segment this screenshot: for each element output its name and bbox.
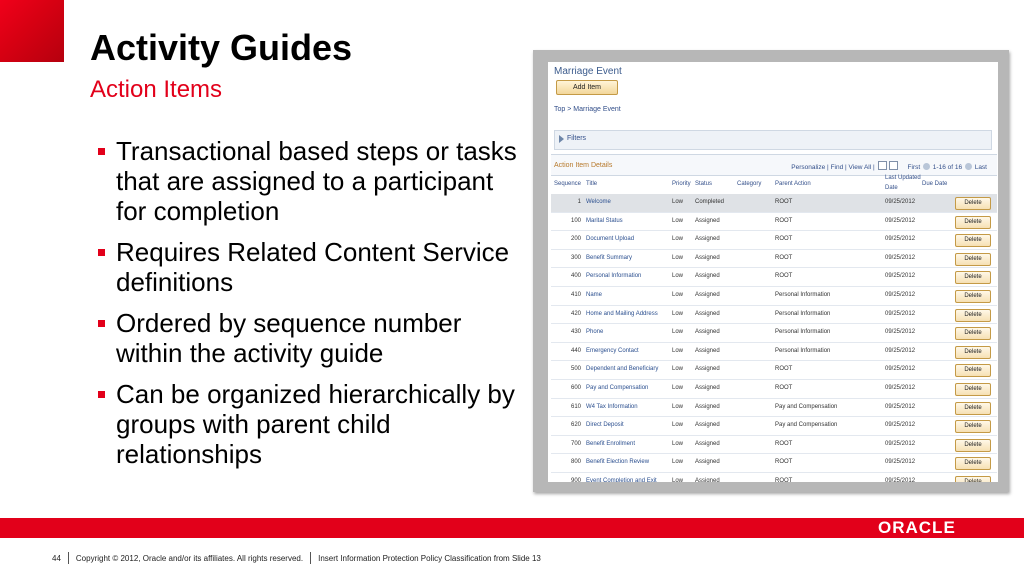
last-updated-cell: 09/25/2012 (885, 384, 916, 391)
parent-action-cell: Personal Information (775, 291, 831, 298)
delete-button[interactable]: Delete (955, 457, 991, 470)
last-updated-cell: 09/25/2012 (885, 291, 916, 298)
status-cell: Assigned (695, 403, 720, 410)
parent-action-cell: ROOT (775, 273, 793, 280)
delete-button[interactable]: Delete (955, 346, 991, 359)
table-row[interactable] (551, 454, 997, 473)
parent-action-cell: ROOT (775, 254, 793, 261)
parent-action-cell: ROOT (775, 459, 793, 466)
table-row[interactable] (551, 213, 997, 232)
divider (310, 552, 311, 564)
table-row[interactable] (551, 250, 997, 269)
bullet-text: Can be organized hierarchically by groups with parent child relationships (116, 379, 515, 469)
parent-action-cell: ROOT (775, 440, 793, 447)
table-row[interactable] (551, 324, 997, 343)
personalize-link[interactable]: Personalize (791, 164, 826, 171)
sequence-cell: 800 (570, 459, 581, 466)
table-row[interactable] (551, 361, 997, 380)
priority-cell: Low (672, 459, 684, 466)
title-link[interactable]: Pay and Compensation (586, 384, 649, 391)
footer-text (52, 552, 541, 564)
priority-cell: Low (672, 291, 684, 298)
action-items-table (551, 194, 997, 482)
sequence-cell: 200 (570, 236, 581, 243)
sequence-cell: 1 (577, 199, 581, 205)
slide-title: Activity Guides (90, 27, 353, 68)
expand-arrow-icon[interactable] (559, 135, 564, 143)
title-link[interactable]: Document Upload (586, 236, 635, 243)
table-row[interactable] (551, 399, 997, 418)
bullet-item (98, 136, 528, 226)
bullet-text: Ordered by sequence number within the activity guide (116, 308, 462, 368)
last-updated-cell: 09/25/2012 (885, 422, 916, 429)
priority-cell: Low (672, 236, 684, 243)
priority-cell: Low (672, 199, 684, 205)
status-cell: Assigned (695, 459, 720, 466)
parent-action-cell: ROOT (775, 477, 793, 482)
status-cell: Assigned (695, 422, 720, 429)
last-updated-cell: 09/25/2012 (885, 236, 916, 243)
download-icon[interactable] (889, 161, 898, 170)
title-link[interactable]: Marital Status (586, 217, 623, 224)
classification: Insert Information Protection Policy Classification from Slide 13 (318, 554, 541, 563)
status-cell: Assigned (695, 254, 720, 261)
table-row[interactable] (551, 380, 997, 399)
title-link[interactable]: Event Completion and Exit (586, 477, 657, 482)
sequence-cell: 440 (570, 347, 581, 354)
sequence-cell: 700 (570, 440, 581, 447)
table-row[interactable] (551, 194, 997, 213)
last-updated-cell: 09/25/2012 (885, 403, 916, 410)
delete-button[interactable]: Delete (955, 383, 991, 396)
grid-header-bar (551, 154, 997, 176)
title-link[interactable]: Phone (586, 329, 604, 336)
last-link[interactable]: Last (974, 164, 987, 171)
table-row[interactable] (551, 306, 997, 325)
delete-button[interactable]: Delete (955, 402, 991, 415)
column-due-date: Due Date (922, 181, 948, 187)
column-last-updated-date: Date (885, 185, 898, 191)
last-updated-cell: 09/25/2012 (885, 310, 916, 317)
parent-action-cell: ROOT (775, 217, 793, 224)
sequence-cell: 620 (570, 422, 581, 429)
breadcrumb[interactable]: Top > Marriage Event (554, 106, 621, 113)
sequence-cell: 410 (570, 291, 581, 298)
column-title: Title (586, 181, 598, 187)
table-row[interactable] (551, 287, 997, 306)
last-updated-cell: 09/25/2012 (885, 440, 916, 447)
parent-action-cell: Pay and Compensation (775, 403, 838, 410)
last-updated-cell: 09/25/2012 (885, 199, 916, 205)
bullet-item (98, 308, 528, 368)
previous-icon[interactable] (923, 163, 930, 170)
table-row[interactable] (551, 231, 997, 250)
column-sequence: Sequence (554, 181, 582, 187)
sequence-cell: 300 (570, 254, 581, 261)
status-cell: Assigned (695, 366, 720, 373)
view-all-link[interactable]: View All (848, 164, 872, 171)
priority-cell: Low (672, 254, 684, 261)
title-link[interactable]: Name (586, 291, 603, 298)
delete-button[interactable]: Delete (955, 327, 991, 340)
table-row[interactable] (551, 473, 997, 482)
embedded-screenshot (548, 62, 998, 482)
sequence-cell: 500 (570, 366, 581, 373)
parent-action-cell: Personal Information (775, 310, 831, 317)
priority-cell: Low (672, 384, 684, 391)
column-status: Status (695, 181, 713, 187)
delete-button[interactable]: Delete (955, 364, 991, 377)
filters-label: Filters (567, 135, 587, 142)
add-item-button[interactable]: Add Item (556, 80, 618, 95)
title-link[interactable]: Benefit Election Review (586, 459, 650, 466)
delete-button[interactable]: Delete (955, 216, 991, 229)
last-updated-cell: 09/25/2012 (885, 477, 916, 482)
delete-button[interactable]: Delete (955, 309, 991, 322)
priority-cell: Low (672, 347, 684, 354)
sequence-cell: 420 (570, 310, 581, 317)
footer-band (0, 518, 1024, 538)
status-cell: Assigned (695, 329, 720, 336)
sequence-cell: 430 (570, 329, 581, 336)
parent-action-cell: Personal Information (775, 329, 831, 336)
priority-cell: Low (672, 477, 684, 482)
last-updated-cell: 09/25/2012 (885, 329, 916, 336)
delete-button[interactable]: Delete (955, 439, 991, 452)
parent-action-cell: ROOT (775, 236, 793, 243)
divider (68, 552, 69, 564)
oracle-logo: ORACLE (878, 518, 956, 537)
table-row[interactable] (551, 268, 997, 287)
bullet-marker-icon (98, 320, 105, 327)
title-link[interactable]: Benefit Enrollment (586, 440, 636, 447)
bullet-marker-icon (98, 391, 105, 398)
zoom-icon[interactable] (878, 161, 887, 170)
status-cell: Assigned (695, 384, 720, 391)
parent-action-cell: Personal Information (775, 347, 831, 354)
bullet-list (98, 136, 528, 480)
delete-button[interactable]: Delete (955, 476, 991, 482)
parent-action-cell: Pay and Compensation (775, 422, 838, 429)
status-cell: Assigned (695, 440, 720, 447)
next-icon[interactable] (965, 163, 972, 170)
title-link[interactable]: W4 Tax Information (586, 403, 638, 410)
delete-button[interactable]: Delete (955, 420, 991, 433)
title-link[interactable]: Welcome (586, 199, 611, 205)
status-cell: Completed (695, 199, 725, 205)
delete-button[interactable]: Delete (955, 197, 991, 210)
page-title: Marriage Event (554, 66, 622, 77)
parent-action-cell: ROOT (775, 384, 793, 391)
sequence-cell: 900 (570, 477, 581, 482)
delete-button[interactable]: Delete (955, 234, 991, 247)
bullet-marker-icon (98, 249, 105, 256)
column-last-updated: Last Updated (885, 175, 921, 181)
title-link[interactable]: Benefit Summary (586, 254, 633, 261)
sequence-cell: 400 (570, 273, 581, 280)
title-link[interactable]: Direct Deposit (586, 422, 624, 429)
status-cell: Assigned (695, 217, 720, 224)
filters-panel[interactable] (554, 130, 992, 150)
page-number: 44 (52, 554, 61, 563)
priority-cell: Low (672, 329, 684, 336)
table-row[interactable] (551, 417, 997, 436)
priority-cell: Low (672, 310, 684, 317)
last-updated-cell: 09/25/2012 (885, 366, 916, 373)
title-link[interactable]: Home and Mailing Address (586, 310, 658, 317)
status-cell: Assigned (695, 236, 720, 243)
title-link[interactable]: Emergency Contact (586, 347, 639, 354)
corner-accent (0, 0, 64, 62)
last-updated-cell: 09/25/2012 (885, 217, 916, 224)
last-updated-cell: 09/25/2012 (885, 347, 916, 354)
column-priority: Priority (672, 181, 691, 187)
status-cell: Assigned (695, 291, 720, 298)
last-updated-cell: 09/25/2012 (885, 459, 916, 466)
table-row[interactable] (551, 436, 997, 455)
title-link[interactable]: Personal Information (586, 273, 642, 280)
bullet-marker-icon (98, 148, 105, 155)
last-updated-cell: 09/25/2012 (885, 273, 916, 280)
row-range: 1-16 of 16 (932, 164, 963, 171)
first-link[interactable]: First (907, 164, 921, 171)
status-cell: Assigned (695, 273, 720, 280)
grid-title: Action Item Details (554, 162, 613, 169)
bullet-item (98, 379, 528, 469)
title-link[interactable]: Dependent and Beneficiary (586, 366, 659, 373)
priority-cell: Low (672, 273, 684, 280)
sequence-cell: 600 (570, 384, 581, 391)
find-link[interactable]: Find (830, 164, 844, 171)
bullet-text: Requires Related Content Service definitions (116, 237, 510, 297)
parent-action-cell: ROOT (775, 199, 793, 205)
status-cell: Assigned (695, 477, 720, 482)
bullet-item (98, 237, 528, 297)
priority-cell: Low (672, 403, 684, 410)
status-cell: Assigned (695, 310, 720, 317)
column-category: Category (737, 181, 762, 187)
grid-navigation: Personalize | Find | View All | First 1-16 of 16 Last (791, 161, 987, 171)
priority-cell: Low (672, 217, 684, 224)
delete-button[interactable]: Delete (955, 253, 991, 266)
sequence-cell: 610 (570, 403, 581, 410)
priority-cell: Low (672, 422, 684, 429)
last-updated-cell: 09/25/2012 (885, 254, 916, 261)
delete-button[interactable]: Delete (955, 271, 991, 284)
parent-action-cell: ROOT (775, 366, 793, 373)
priority-cell: Low (672, 366, 684, 373)
bullet-text: Transactional based steps or tasks that are assigned to a participant for completion (116, 136, 517, 226)
slide-subtitle: Action Items (90, 76, 223, 103)
table-row[interactable] (551, 343, 997, 362)
sequence-cell: 100 (570, 217, 581, 224)
delete-button[interactable]: Delete (955, 290, 991, 303)
status-cell: Assigned (695, 347, 720, 354)
copyright: Copyright © 2012, Oracle and/or its affiliates. All rights reserved. (75, 554, 304, 563)
table-header (551, 174, 997, 195)
column-parent-action: Parent Action (775, 181, 811, 187)
priority-cell: Low (672, 440, 684, 447)
